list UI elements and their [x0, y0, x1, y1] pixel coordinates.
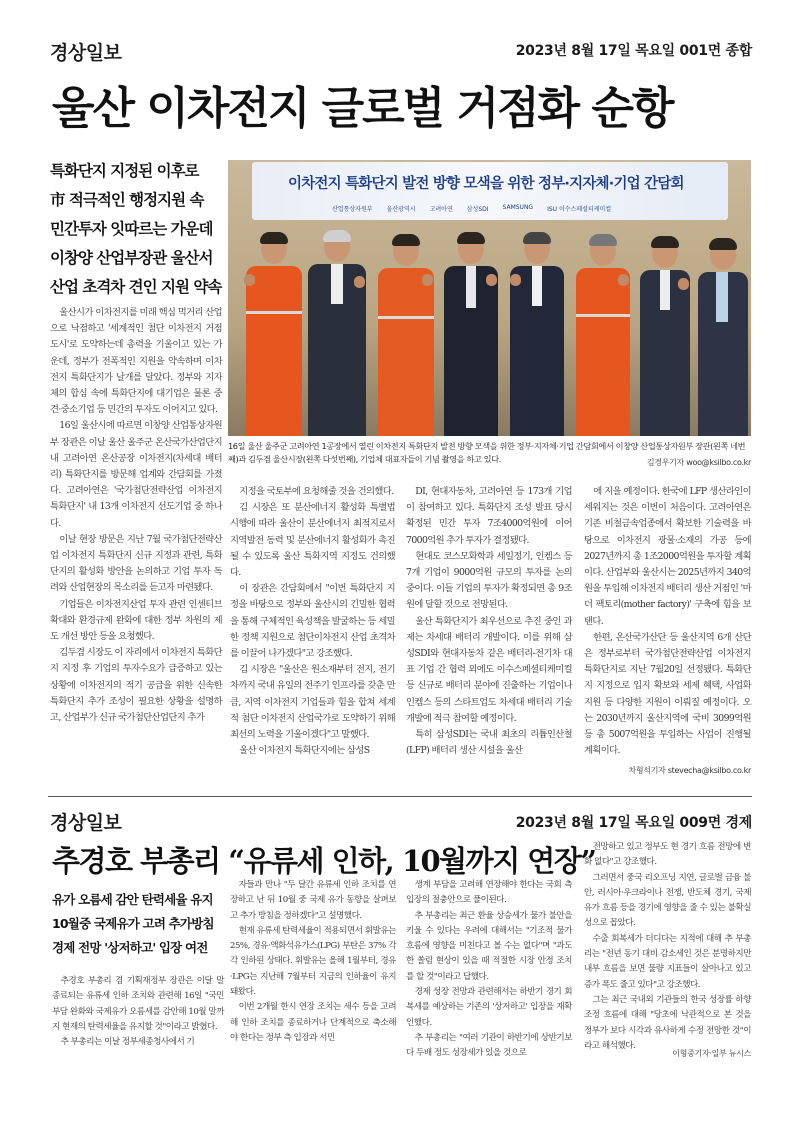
paragraph: 한편, 온산국가산단 등 울산지역 6개 산단은 정부로부터 국가첨단전략산업 이차전지 특화단지로 지난 7월20일 선정됐다. 특화단지 지정으로 입지 확보와 세제 혜택, 사업화 지원 등 다양한 지원이 이뤄질 예정이다. 오는 2030년까지 울산지역에 국비 3099억원 등 총 5007억원을 투입하는 사업이 진행될 계획이다. [584, 631, 751, 757]
subhead-line: 민간투자 잇따르는 가운데 [50, 220, 213, 238]
article1-column-2 [230, 484, 395, 779]
paragraph: 현재 유류세 탄력세율이 적용되면서 휘발유는 25%, 경유·액화석유가스(LPG) 부탄은 37% 각각 인하된 상태다. 휘발유는 올해 1월부터, 경유·LPG는 지난해 7월부터 지금의 인하율이 유지돼왔다. [230, 925, 396, 998]
article2-column-4 [584, 840, 751, 1051]
logo: ISU 이수스페셜티케미컬 [547, 206, 612, 213]
subhead-line: 유가 오름세 감안 탄력세율 유지 [52, 892, 213, 907]
person-figure [242, 216, 306, 436]
subhead-line: 산업 초격차 견인 지원 약속 [50, 278, 222, 296]
subheads-1 [50, 157, 222, 302]
logo: 고려아연 [429, 206, 453, 213]
person-figure [572, 220, 634, 436]
article2-column-2 [230, 878, 396, 1062]
paragraph: 추 부총리는 "여러 기관이 하반기에 상반기보다 두배 정도 성장세가 있을 것으로 [406, 1032, 572, 1059]
paragraph: 지정을 국토부에 요청해줄 것을 건의했다. [239, 486, 394, 497]
subhead-line: 이창양 산업부장관 울산서 [50, 249, 213, 267]
masthead-2: 경상일보 [50, 812, 122, 834]
article-photo [228, 160, 751, 436]
banner-text: 이차전지 특화단지 발전 방향 모색을 위한 정부·지자체·기업 간담회 [288, 176, 684, 192]
paragraph: 자들과 만나 "두 달간 유류세 인하 조치를 연장하고 난 뒤 10월 중 국제 유가 동향을 살펴보고 추가 방침을 정하겠다"고 설명했다. [230, 880, 396, 921]
dateline-2: 2023년 8월 17일 목요일 009면 경제 [515, 815, 752, 831]
caption-text: 16일 울산 울주군 고려아연 1공장에서 열린 이차전지 특화단지 발전 방향 모색을 위한 정부·지자체·기업 간담회에서 이창양 산업통상자원부 장관(왼쪽 네번째)과 김두겸 울산시장(왼쪽 다섯번째), 기업체 대표자들이 기념 촬영을 하고 있다. [228, 441, 746, 464]
paragraph: 김 시장은 또 분산에너지 활성화 특별법 시행에 따라 울산이 분산에너지 최적지로서 지역발전 동력 및 분산에너지 활성화가 촉진될 수 있도록 울산 특화지역 지정도 건의했다. [230, 502, 395, 579]
person-figure [506, 216, 568, 436]
section-divider [48, 796, 752, 797]
paragraph: 특히 삼성SDI는 국내 최초의 리튬인산철(LFP) 배터리 생산 시설을 울산 [406, 729, 572, 757]
person-figure [694, 224, 750, 436]
article2-column-3 [406, 878, 572, 1062]
paragraph: 추 부총리는 최근 환율 상승세가 물가 불안을 키울 수 있다는 우려에 대해서는 "기조적 물가 흐름에 영향을 미친다고 볼 수는 없다"며 "과도한 쏠림 현상이 있을 때 적절한 시장 안정 조치를 할 것"이라고 답했다. [406, 910, 572, 982]
headline-2: 추경호 부총리 “유류세 인하, 10월까지 연장” [52, 844, 596, 878]
paragraph: 이 장관은 간담회에서 "이번 특화단지 지정을 바탕으로 정부와 울산시의 긴밀한 협력을 통해 구체적인 육성책을 발굴하는 등 세밀한 정책 지원으로 첨단이차전지 산업 초격차를 이끌어 나가겠다"고 강조했다. [230, 583, 395, 660]
logo: SAMSUNG [502, 204, 534, 211]
paragraph: DI, 현대자동차, 고려아연 등 173개 기업이 참여하고 있다. 특화단지 조성 발표 당시 확정된 민간 투자 7조4000억원에 이어 7000억원 추가 투자가 결정됐다. [406, 486, 572, 546]
paragraph: 김 시장은 "울산은 원소재부터 전지, 전기차까지 국내 유일의 전주기 인프라를 갖춘 만큼, 지역 이차전지 기업들과 힘을 합쳐 세계적 첨단 이차전지 산업국가로 도약하기 위해 최선의 노력을 기울이겠다"고 말했다. [230, 664, 395, 741]
article2-column-1 [52, 974, 224, 1066]
paragraph: 그는 최근 국내외 기관들의 한국 성장률 하향 조정 흐름에 대해 "당초에 낙관적으로 본 것을 정부가 보다 시각과 유사하게 수정 전망한 것"이라고 해석했다. [584, 994, 751, 1051]
paragraph: 전망하고 있고 정부도 현 경기 흐름 전망에 변화 없다"고 강조했다. [584, 842, 751, 868]
subhead-line: 市 적극적인 행정지원 속 [50, 191, 204, 209]
subhead-line: 10월중 국제유가 고려 추가방침 [52, 916, 214, 931]
dateline-1: 2023년 8월 17일 목요일 001면 종합 [515, 43, 752, 59]
subhead-line: 경제 전망 '상저하고' 입장 여전 [52, 940, 208, 955]
logo: 울산광역시 [386, 206, 416, 213]
paragraph: 16일 울산시에 따르면 이창양 산업통상자원부 장관은 이날 울산 울주군 온산국가산업단지 내 고려아연 온산공장 이차전지(차세대 배터리) 특화단지를 방문해 업계와 간담회를 가졌다. 고려아연은 '국가첨단전략산업 이차전지 특화단지' 내 13개 이차전지 선도기업 중 하나다. [50, 420, 222, 529]
paragraph: 추경호 부총리 겸 기획재정부 장관은 이달 말 종료되는 유류세 인하 조치와 관련해 16일 "국민 부담 완화와 국제유가 오름세를 감안해 10월 말까지 현재의 탄력세율을 유지할 것"이라고 밝혔다. [52, 976, 224, 1032]
article1-column-1 [50, 305, 222, 777]
paragraph: 울산 이차전지 특화단지에는 삼성S [239, 745, 370, 757]
paragraph: 기업들은 이차전지산업 투자 관련 인센티브 확대와 환경규제 완화에 대한 정부 차원의 제도 개선 방안 등을 요청했다. [50, 598, 222, 643]
person-figure [440, 214, 502, 436]
paragraph: 생계 부담을 고려해 연장해야 한다는 국회 측 입장의 절충안으로 풀이된다. [406, 880, 572, 906]
paragraph: 이번 2개월 한시 연장 조치는 세수 등을 고려해 인하 조치를 종료하거나 단계적으로 축소해야 한다는 정부 측 입장과 서민 [230, 1002, 396, 1043]
logo: 산업통상자원부 [332, 206, 373, 213]
paragraph: 경제 성장 전망과 관련해서는 하반기 경기 회복세를 예상하는 기존의 '상저하고' 입장을 재확인했다. [406, 987, 572, 1028]
paragraph: 추 부총리는 이날 정부세종청사에서 기 [60, 1037, 195, 1048]
paragraph: 울산 특화단지가 최우선으로 추진 중인 과제는 차세대 배터리 개발이다. 이를 위해 삼성SDI와 현대자동차 같은 배터리-전기차 대표 기업 간 협력 외에도 이수스페셜티케미컬 등 신규로 배터리 분야에 진출하는 기업이나 인켐스 등의 스타트업도 차세대 배터리 기술 개발에 적극 참여할 예정이다. [406, 615, 572, 724]
headline-1: 울산 이차전지 글로벌 거점화 순항 [52, 83, 673, 134]
subhead-line: 특화단지 지정된 이후로 [50, 162, 199, 180]
person-figure [636, 222, 694, 436]
paragraph: 그러면서 중국 리오프닝 지연, 글로벌 금융 불안, 러시아·우크라이나 전쟁, 반도체 경기, 국제유가 흐름 등을 경기에 영향을 줄 수 있는 불확실성으로 꼽았다. [584, 872, 751, 929]
article1-column-4 [584, 484, 751, 757]
paragraph: 이날 현장 방문은 지난 7월 국가첨단전략산업 이차전지 특화단지 신규 지정과 관련, 특화단지의 활성화 방안을 논의하고 기업 투자 독려와 산업현장의 목소리를 듣고자 마련됐다. [50, 533, 222, 594]
paragraph: 현대도 코스모화학과 세일정기, 인켐스 등 7개 기업이 9000억원 규모의 투자를 논의 중이다. 이들 기업의 투자가 확정되면 총 9조원에 달할 것으로 전망된다. [406, 550, 572, 611]
person-figure [374, 218, 438, 436]
logo: 삼성SDI [466, 206, 489, 213]
paragraph: 김두겸 시장도 이 자리에서 이차전지 특화단지 지정 후 기업의 투자수요가 급증하고 있는 상황에 이차전지의 적기 공급을 위한 신속한 특화단지 추가 조성이 필요한 상황을 설명하고, 산업부가 신규 국가첨단산업단지 추가 [50, 647, 222, 724]
article2-byline: 이형중기자·일부 뉴시스 [672, 1049, 751, 1058]
paragraph: 울산시가 이차전지를 미래 핵심 먹거리 산업으로 낙점하고 '세계적인 첨단 이차전지 거점도시'로 도약하는데 총력을 기울이고 있는 가운데, 정부가 전폭적인 지원을 약속하며 이차전지 특화단지가 날개를 달았다. 정부와 지자체의 합심 속에 특화단지에 대기업은 물론 중견·중소기업 등 민간의 투자도 이어지고 있다. [50, 307, 222, 416]
photo-credit: 김경우기자 woo@ksilbo.co.kr [646, 458, 751, 467]
article1-column-3 [406, 484, 572, 779]
article1-byline: 차형석기자 stevecha@ksilbo.co.kr [628, 766, 751, 775]
person-figure [304, 212, 370, 436]
paragraph: 에 지을 예정이다. 한국에 LFP 생산라인이 세워지는 것은 이번이 처음이다. 고려아연은 기존 비철금속업종에서 확보한 기술력을 바탕으로 이차전지 광물·소재의 가공 등에 2027년까지 총 1조2000억원을 투자할 계획이다. 산업부와 울산시는 2025년까지 340억원을 투입해 이차전지 배터리 생산 거점인 '마더 팩토리(mother factory)' 구축에 힘을 보탠다. [584, 486, 751, 627]
paragraph: 수출 회복세가 더디다는 지적에 대해 추 부총리는 "전년 동기 대비 감소세인 것은 분명하지만 내부 흐름을 보면 물량 지표들이 살아나고 있고 증가 폭도 줄고 있다"고 강조했다. [584, 933, 751, 990]
subheads-2 [52, 888, 224, 960]
masthead-1: 경상일보 [50, 42, 122, 64]
